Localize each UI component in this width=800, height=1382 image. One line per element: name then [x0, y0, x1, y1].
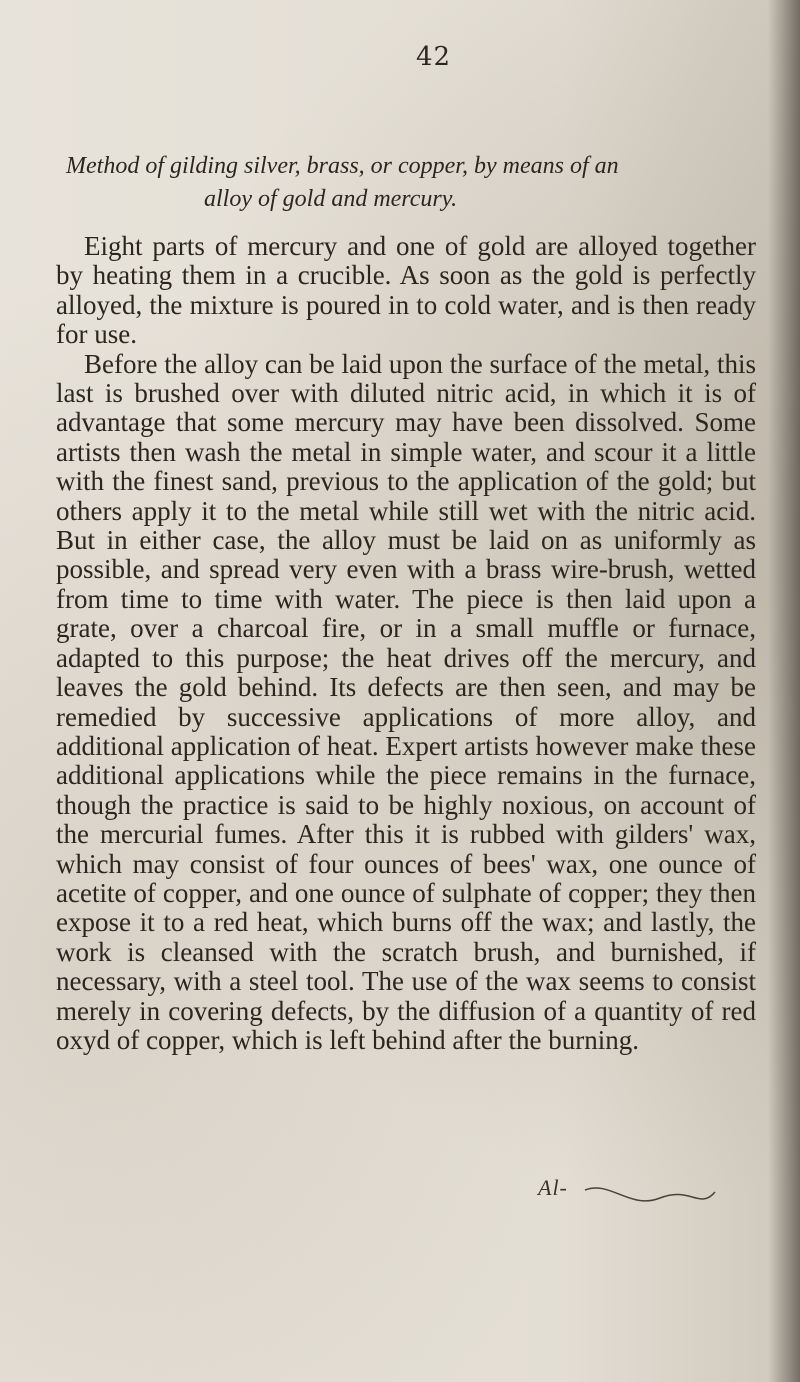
paragraph-2: Before the alloy can be laid upon the surface of the metal, this last is brushed over with diluted nitric acid, in which it is of advantage that some mercury may have been dissolved. Some artists then wash the metal in simple water, and scour it a little with the finest sand, previous to the application of the gold; but others apply it to the metal while still wet with the nitric acid. But in either case, the alloy must be laid on as uniformly as possible, and spread very even with a brass wire-brush, wetted from time to time with water. The piece is then laid upon a grate, over a charcoal fire, or in a small muffle or furnace, adapted to this purpose; the heat drives off the mercury, and leaves the gold behind. Its defects are then seen, and may be remedied by successive applications of more alloy, and additional application of heat. Expert artists however make these additional applications while the piece remains in the furnace, though the practice is said to be highly noxious, on account of the mercurial fumes. After this it is rubbed with gilders' wax, which may consist of four ounces of bees' wax, one ounce of acetite of copper, and one ounce of sulphate of copper; they then expose it to a red heat, which burns off the wax; and lastly, the work is cleansed with the scratch brush, and burnished, if necessary, with a steel tool. The use of the wax seems to consist merely in covering defects, by the diffusion of a quantity of red oxyd of copper, which is left behind after the burning.: [56, 348, 756, 1055]
page-number: 42: [416, 42, 452, 72]
heading-line-2: alloy of gold and mercury.: [204, 186, 458, 212]
handwritten-signature: Al-: [538, 1175, 568, 1200]
body-text: [56, 232, 756, 1055]
heading-line-1: Method of gilding silver, brass, or copper, by means of an: [66, 153, 619, 179]
page-edge-shadow: [768, 0, 800, 1382]
signature-flourish: [580, 1180, 720, 1220]
paragraph-1: Eight parts of mercury and one of gold are alloyed together by heating them in a crucible. As soon as the gold is perfectly alloyed, the mixture is poured in to cold water, and is then ready for use.: [56, 231, 756, 350]
section-heading: [66, 150, 706, 216]
